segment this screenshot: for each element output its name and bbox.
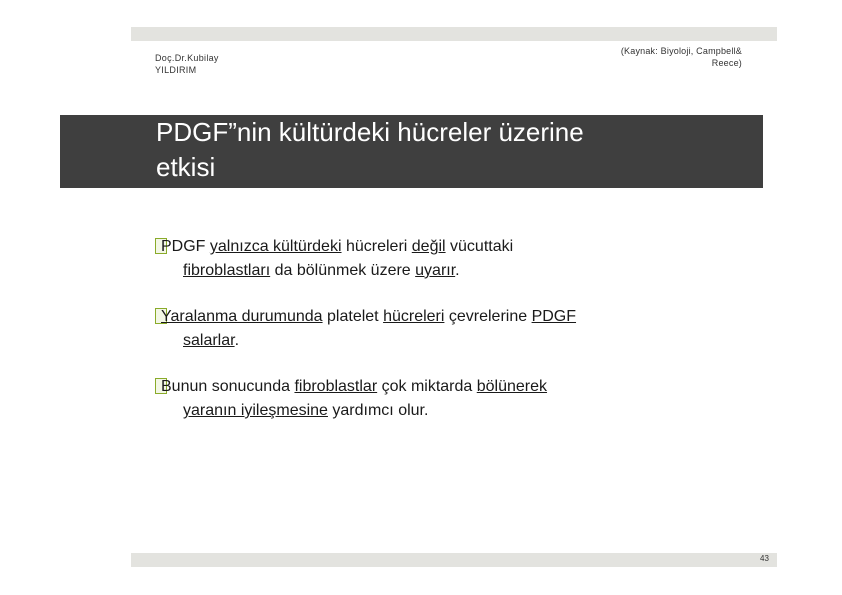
bullet-line xyxy=(155,259,755,283)
bullet-text-segment: yardımcı olur. xyxy=(327,402,429,419)
bullet-line xyxy=(155,235,755,259)
bullet-text-segment: PDGF xyxy=(161,238,210,255)
bullet-text-segment: fibroblastlar xyxy=(294,378,378,395)
slide-title-line-2: etkisi xyxy=(156,152,216,182)
bullet-text-segment: yaranın iyileşmesine xyxy=(183,402,328,419)
author-line-2: YILDIRIM xyxy=(155,65,197,75)
bullet-line xyxy=(155,375,755,399)
author-line-1: Doç.Dr.Kubilay xyxy=(155,53,219,63)
bullet-text-segment: hücreleri xyxy=(341,238,412,255)
bullet-item xyxy=(155,305,755,353)
bullet-text-segment: salarlar xyxy=(183,332,235,349)
bullet-text-segment: Bunun sonucunda xyxy=(161,378,295,395)
bullet-line xyxy=(155,329,755,353)
bullet-text-segment: vücuttaki xyxy=(445,238,514,255)
bullet-text-segment: fibroblastları xyxy=(183,262,271,279)
header-bar xyxy=(131,27,777,41)
bullet-line xyxy=(155,305,755,329)
footer-bar xyxy=(131,553,777,567)
bullet-text-segment: platelet xyxy=(322,308,384,325)
bullet-item xyxy=(155,235,755,283)
bullet-text-segment: çevrelerine xyxy=(444,308,532,325)
bullet-text-segment: da bölünmek üzere xyxy=(270,262,416,279)
slide-title xyxy=(156,115,756,185)
bullet-text-segment: PDGF xyxy=(531,308,577,325)
slide-title-line-1: PDGF”nin kültürdeki hücreler üzerine xyxy=(156,117,584,147)
source-line-1: (Kaynak: Biyoloji, Campbell& xyxy=(620,46,742,56)
bullet-item xyxy=(155,375,755,423)
bullet-text-segment: hücreleri xyxy=(383,308,445,325)
bullet-text-segment: . xyxy=(234,332,240,349)
bullet-text-segment: yalnızca kültürdeki xyxy=(209,238,342,255)
author-text xyxy=(155,52,219,76)
bullet-line xyxy=(155,399,755,423)
bullet-text-segment: bölünerek xyxy=(476,378,548,395)
bullet-text-segment: değil xyxy=(411,238,446,255)
bullet-text-segment: . xyxy=(455,262,460,279)
bullet-list xyxy=(155,235,755,445)
bullet-text-segment: Yaralanma durumunda xyxy=(161,308,323,325)
source-line-2: Reece) xyxy=(711,58,742,68)
page-number: 43 xyxy=(760,554,769,563)
source-citation xyxy=(590,45,742,69)
bullet-text-segment: uyarır xyxy=(415,262,456,279)
bullet-text-segment: çok miktarda xyxy=(377,378,477,395)
title-band xyxy=(60,115,763,188)
